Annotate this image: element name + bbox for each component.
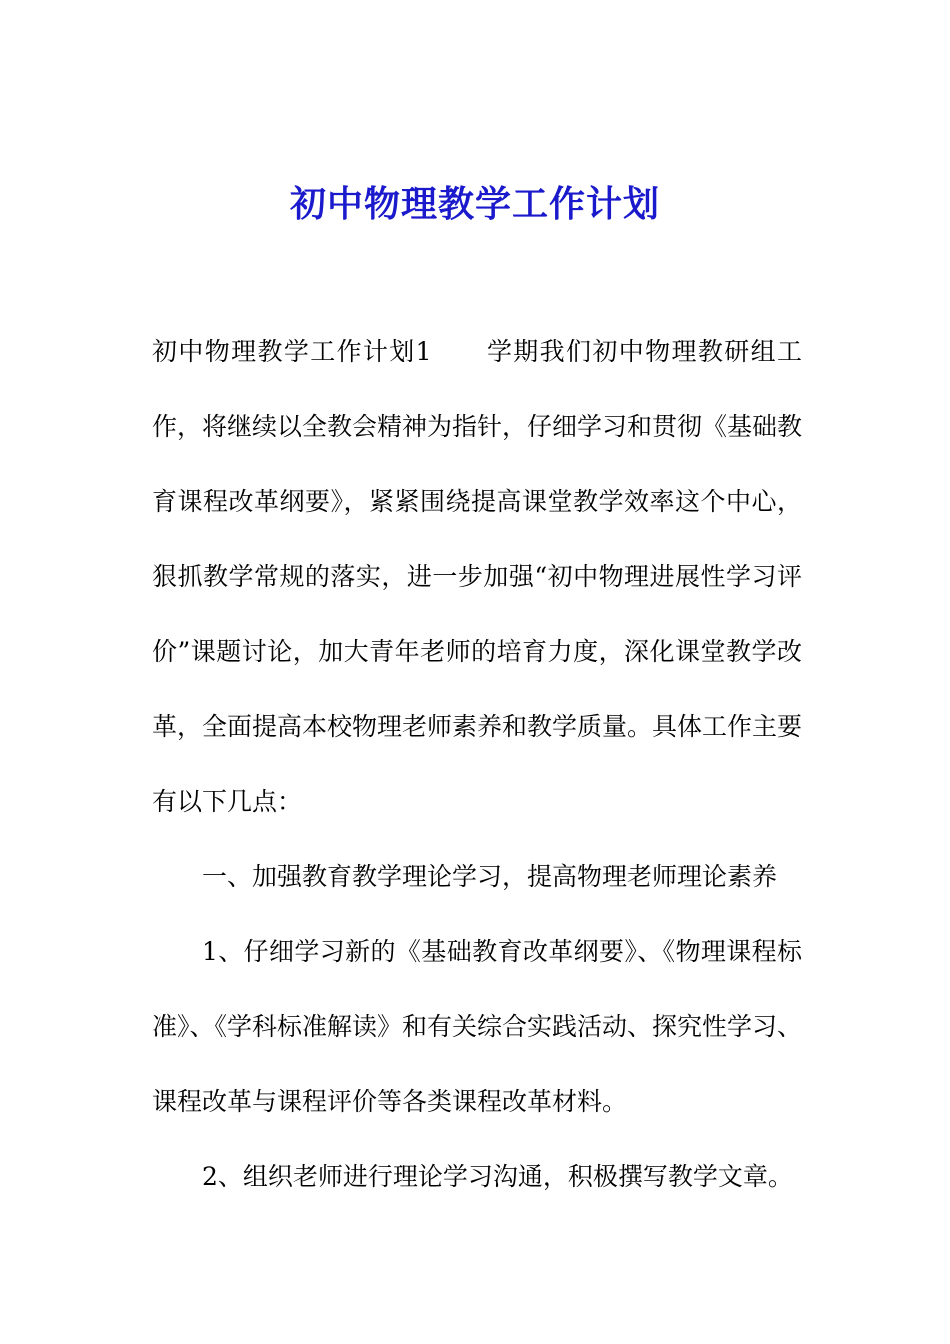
- document-body: [152, 314, 802, 1214]
- intro-paragraph: [152, 314, 802, 839]
- intro-text: 学期我们初中物理教研组工作，将继续以全教会精神为指针，仔细学习和贯彻《基础教育课程改革纲要》，紧紧围绕提高课堂教学效率这个中心，狠抓教学常规的落实，进一步加强“初中物理进展性学习评价”课题讨论，加大青年老师的培育力度，深化课堂教学改革，全面提高本校物理老师素养和教学质量。具体工作主要有以下几点：: [152, 337, 803, 816]
- document-title: 初中物理教学工作计划: [289, 183, 660, 225]
- section-heading-1: 一、加强教育教学理论学习，提高物理老师理论素养: [202, 862, 778, 891]
- intro-heading: 初中物理教学工作计划1: [152, 337, 432, 366]
- list-item-1: 1、仔细学习新的《基础教育改革纲要》、《物理课程标准》、《学科标准解读》和有关综合实践活动、探究性学习、课程改革与课程评价等各类课程改革材料。: [152, 937, 803, 1116]
- list-item-2: 2、组织老师进行理论学习沟通，积极撰写教学文章。: [202, 1162, 793, 1191]
